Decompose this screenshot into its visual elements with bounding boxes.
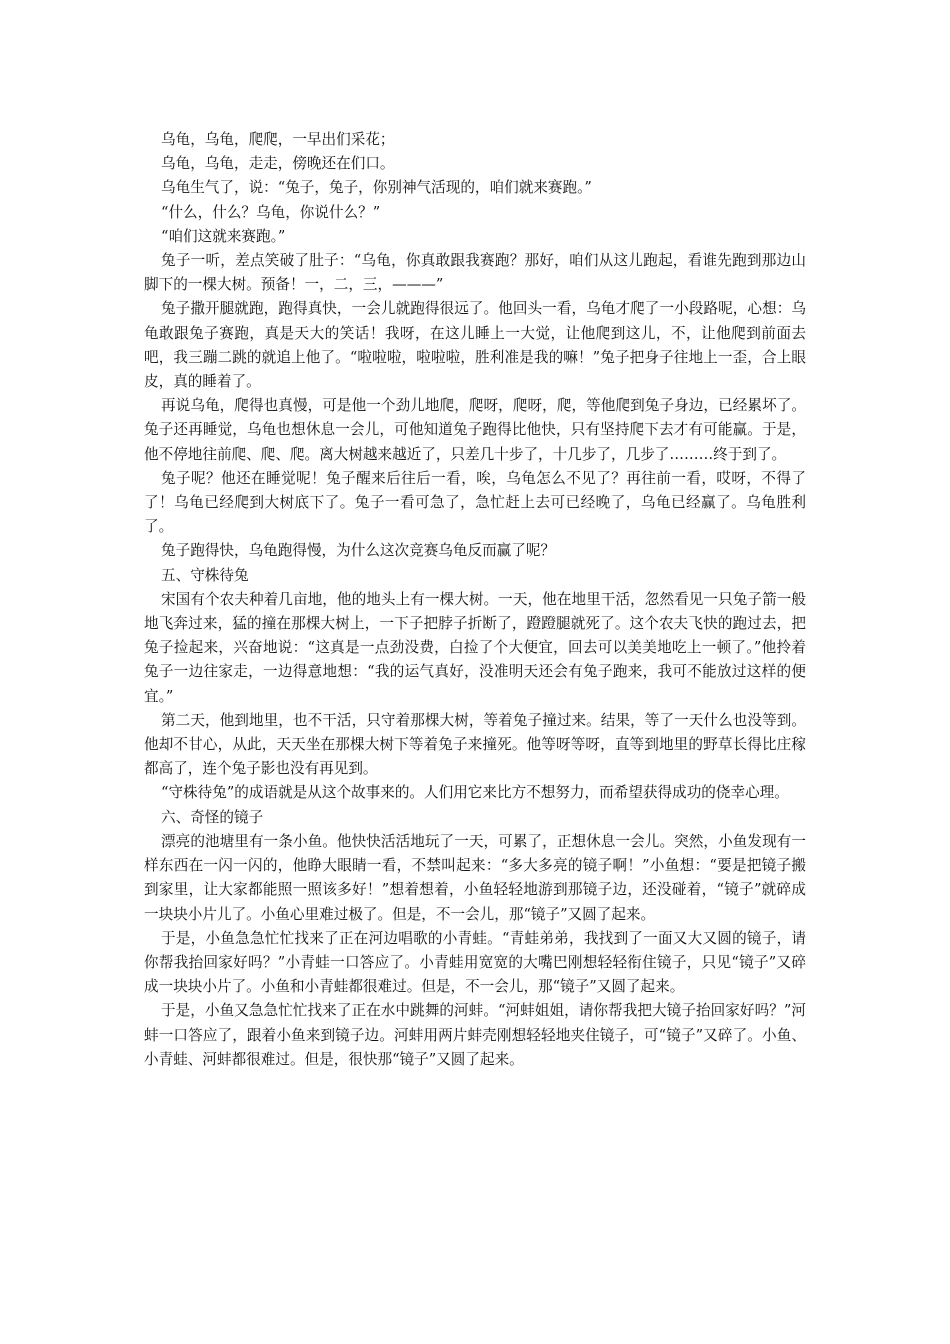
paragraph: 于是，小鱼又急急忙忙找来了正在水中跳舞的河蚌。“河蚌姐姐，请你帮我把大镜子抬回家好吗？”河蚌一口答应了，跟着小鱼来到镜子边。河蚌用两片蚌壳刚想轻轻地夹住镜子，可“镜子”又碎了。小鱼、小青蛙、河蚌都很难过。但是，很快那“镜子”又圆了起来。 — [144, 1002, 806, 1068]
section-heading: 五、守株待兔 — [161, 566, 249, 584]
paragraph: 漂亮的池塘里有一条小鱼。他快快活活地玩了一天，可累了，正想休息一会儿。突然，小鱼发现有一样东西在一闪一闪的，他睁大眼睛一看，不禁叫起来：“多大多亮的镜子啊！”小鱼想：“要是把镜子搬到家里，让大家都能照一照该多好！”想着想着，小鱼轻轻地游到那镜子边，还没碰着，“镜子”就碎成一块块小片儿了。小鱼心里难过极了。但是，不一会儿，那“镜子”又圆了起来。 — [144, 832, 806, 923]
paragraph: “守株待兔”的成语就是从这个故事来的。人们用它来比方不想努力，而希望获得成功的侥幸心理。 — [161, 784, 789, 802]
paragraph: 于是，小鱼急急忙忙找来了正在河边唱歌的小青蛙。“青蛙弟弟，我找到了一面又大又圆的镜子，请你帮我抬回家好吗？”小青蛙一口答应了。小青蛙用宽宽的大嘴巴刚想轻轻衔住镜子，只见“镜子”又碎成一块块小片了。小鱼和小青蛙都很难过。但是，不一会儿，那“镜子”又圆了起来。 — [144, 929, 806, 996]
paragraph: 乌龟，乌龟，走走，傍晚还在们口。 — [161, 155, 395, 173]
paragraph: 第二天，他到地里，也不干活，只守着那棵大树，等着兔子撞过来。结果，等了一天什么也没等到。他却不甘心，从此，天天坐在那棵大树下等着兔子来撞死。他等呀等呀，直等到地里的野草长得比庄稼都高了，连个兔子影也没有再见到。 — [144, 711, 806, 778]
paragraph: “什么，什么？乌龟，你说什么？” — [161, 203, 381, 221]
paragraph: 再说乌龟，爬得也真慢，可是他一个劲儿地爬，爬呀，爬呀，爬，等他爬到兔子身边，已经累坏了。兔子还再睡觉，乌龟也想休息一会儿，可他知道兔子跑得比他快，只有坚持爬下去才有可能赢。于是，他不停地往前爬、爬、爬。离大树越来越近了，只差几十步了，十几步了，几步了………终于到了。 — [144, 397, 806, 463]
document-page — [144, 128, 806, 1072]
paragraph: 兔子一听，差点笑破了肚子：“乌龟，你真敢跟我赛跑？那好，咱们从这儿跑起，看谁先跑到那边山脚下的一棵大树。预备！一，二，三，———” — [144, 252, 806, 294]
paragraph: 兔子撒开腿就跑，跑得真快，一会儿就跑得很远了。他回头一看，乌龟才爬了一小段路呢，心想：乌龟敢跟兔子赛跑，真是天大的笑话！我呀，在这儿睡上一大觉，让他爬到这儿，不，让他爬到前面去吧，我三蹦二跳的就追上他了。“啦啦啦，啦啦啦，胜利准是我的嘛！”兔子把身子往地上一歪，合上眼皮，真的睡着了。 — [144, 300, 806, 391]
paragraph: 宋国有个农夫种着几亩地，他的地头上有一棵大树。一天，他在地里干活，忽然看见一只兔子箭一般地飞奔过来，猛的撞在那棵大树上，一下子把脖子折断了，蹬蹬腿就死了。这个农夫飞快的跑过去，把兔子捡起来，兴奋地说：“这真是一点劲没费，白捡了个大便宜，回去可以美美地吃上一顿了。”他拎着兔子一边往家走，一边得意地想：“我的运气真好，没准明天还会有兔子跑来，我可不能放过这样的便宜。” — [144, 590, 806, 705]
paragraph: 兔子跑得快，乌龟跑得慢，为什么这次竞赛乌龟反而赢了呢？ — [161, 542, 556, 560]
paragraph: 乌龟生气了，说：“兔子，兔子，你别神气活现的，咱们就来赛跑。” — [161, 179, 592, 197]
paragraph: 兔子呢？他还在睡觉呢！兔子醒来后往后一看，唉，乌龟怎么不见了？再往前一看，哎呀，不得了了！乌龟已经爬到大树底下了。兔子一看可急了，急忙赶上去可已经晚了，乌龟已经赢了。乌龟胜利了。 — [144, 469, 806, 536]
paragraph: “咱们这就来赛跑。” — [161, 227, 286, 245]
paragraph: 乌龟，乌龟，爬爬，一早出们采花； — [161, 131, 395, 148]
section-heading: 六、奇怪的镜子 — [161, 808, 264, 826]
